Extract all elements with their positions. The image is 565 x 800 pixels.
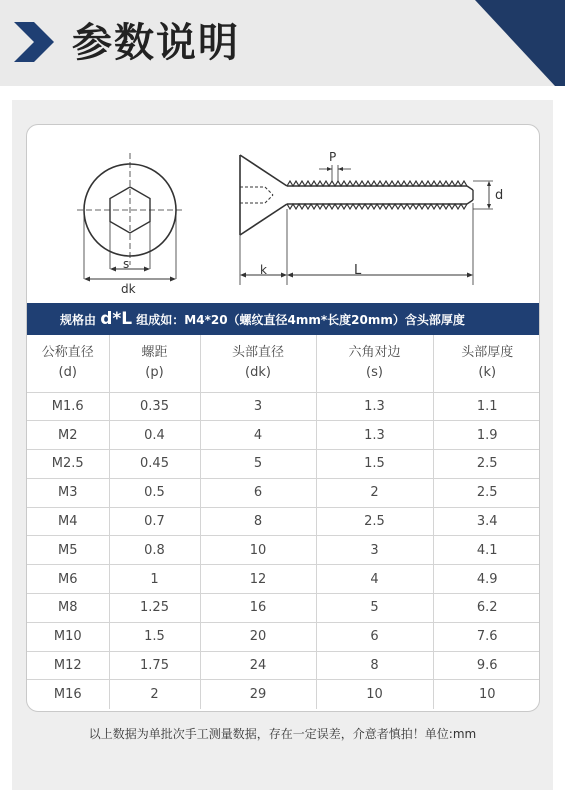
table-cell: 1.5 [316,450,433,479]
column-header-symbol: (s) [366,365,383,381]
spec-prefix: 规格由 [60,313,101,327]
header-band [0,0,565,86]
column-header-name: 螺距 [141,345,168,361]
label-k: k [260,263,267,277]
table-cell: M4 [27,507,109,536]
table-cell: 4.1 [433,536,540,565]
column-header-name: 头部直径 [231,345,284,361]
page-title: 参数说明 [72,20,240,66]
column-header [109,335,200,392]
table-cell: 6 [316,622,433,651]
table-row [27,651,540,680]
table-cell: 5 [316,594,433,623]
table-cell: 2.5 [433,450,540,479]
table-cell: 0.4 [109,421,200,450]
column-header-symbol: (k) [478,365,497,381]
table-row [27,565,540,594]
table-cell: 0.8 [109,536,200,565]
table-row [27,507,540,536]
table-cell: M10 [27,622,109,651]
column-header [433,335,540,392]
table-cell: 1.5 [109,622,200,651]
screw-side-view [240,155,493,285]
column-header-symbol: (dk) [245,365,271,381]
column-header [316,335,433,392]
table-cell: 0.7 [109,507,200,536]
spec-table-header [27,335,540,392]
screw-diagram [27,125,540,303]
table-cell: 1.3 [316,392,433,421]
table-cell: 3 [316,536,433,565]
spec-suffix: 组成如：M4*20（螺纹直径4mm*长度20mm）含头部厚度 [132,313,465,327]
table-cell: 0.5 [109,478,200,507]
table-cell: 6 [200,478,316,507]
column-header-name: 头部厚度 [461,345,514,361]
spec-card [26,124,540,712]
table-cell: 4 [316,565,433,594]
table-cell: M8 [27,594,109,623]
column-header [200,335,316,392]
table-cell: M1.6 [27,392,109,421]
table-cell: 2.5 [316,507,433,536]
table-cell: M6 [27,565,109,594]
table-cell: 1.3 [316,421,433,450]
table-cell: 3.4 [433,507,540,536]
table-cell: 1.25 [109,594,200,623]
column-header-name: 公称直径 [41,345,94,361]
table-cell: 7.6 [433,622,540,651]
spec-table-body [27,392,540,709]
table-cell: 1.1 [433,392,540,421]
column-header-name: 六角对边 [348,345,401,361]
table-cell: 3 [200,392,316,421]
table-cell: M3 [27,478,109,507]
chevron-right-icon [14,22,58,62]
table-row [27,392,540,421]
spec-table [27,335,540,709]
table-cell: 1.75 [109,651,200,680]
label-l: L [354,263,362,278]
column-header-symbol: (p) [145,365,164,381]
table-cell: 1 [109,565,200,594]
table-cell: 4 [200,421,316,450]
table-cell: 8 [200,507,316,536]
table-cell: 29 [200,680,316,709]
spec-dl: d*L [100,309,133,329]
spec-format-bar [27,303,540,335]
table-row [27,421,540,450]
header-navy-stripe [365,0,565,86]
table-cell: 2 [109,680,200,709]
label-p: P [329,150,337,164]
table-cell: 12 [200,565,316,594]
table-cell: M2.5 [27,450,109,479]
table-cell: M12 [27,651,109,680]
table-cell: M2 [27,421,109,450]
table-cell: 0.45 [109,450,200,479]
label-d: d [495,188,504,203]
table-row [27,622,540,651]
footnote: 以上数据为单批次手工测量数据，存在一定误差，介意者慎拍！单位:mm [88,727,477,741]
table-row [27,450,540,479]
table-cell: 2.5 [433,478,540,507]
table-cell: M5 [27,536,109,565]
table-cell: 2 [316,478,433,507]
table-cell: 4.9 [433,565,540,594]
table-row [27,680,540,709]
table-cell: 5 [200,450,316,479]
table-cell: 24 [200,651,316,680]
table-cell: 20 [200,622,316,651]
head-top-view [77,153,183,282]
table-row [27,594,540,623]
column-header-symbol: (d) [58,365,77,381]
table-cell: 10 [200,536,316,565]
table-row [27,536,540,565]
table-cell: M16 [27,680,109,709]
table-cell: 6.2 [433,594,540,623]
table-cell: 1.9 [433,421,540,450]
label-s: s [123,257,130,271]
table-cell: 10 [316,680,433,709]
table-cell: 16 [200,594,316,623]
table-cell: 0.35 [109,392,200,421]
column-header [27,335,109,392]
table-cell: 10 [433,680,540,709]
table-row [27,478,540,507]
table-cell: 8 [316,651,433,680]
table-cell: 9.6 [433,651,540,680]
label-dk: dk [121,282,136,296]
